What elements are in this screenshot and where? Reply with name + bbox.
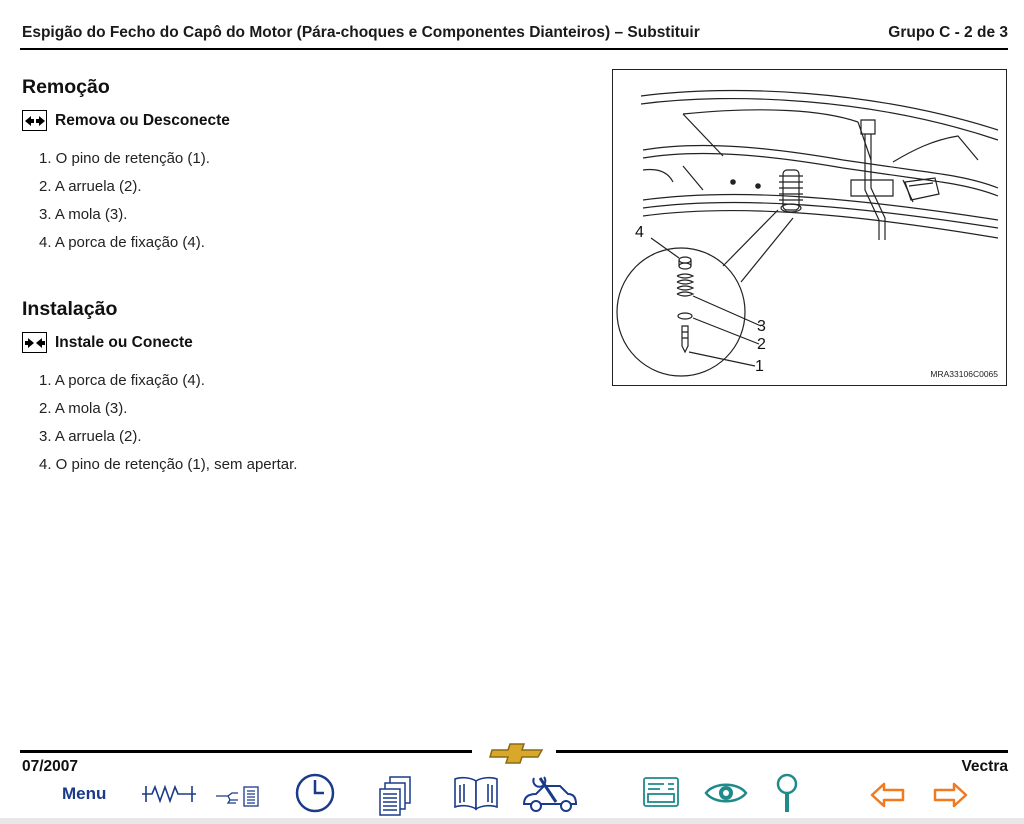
documents-stack-icon[interactable] — [378, 775, 414, 817]
install-arrows-icon — [22, 332, 47, 353]
group-page-indicator: Grupo C - 2 de 3 — [888, 24, 1008, 41]
callout-label: 1 — [755, 358, 764, 375]
callout-label: 2 — [757, 336, 766, 353]
clock-icon[interactable] — [294, 772, 336, 814]
figure-code: MRA33106C0065 — [930, 369, 998, 379]
window-bottom-edge — [0, 818, 1024, 824]
list-item: 1. O pino de retenção (1). — [39, 150, 210, 167]
list-item: 4. O pino de retenção (1), sem apertar. — [39, 456, 298, 473]
magnifier-icon[interactable] — [774, 772, 800, 816]
removal-action-row — [22, 110, 230, 131]
callout-label: 4 — [635, 224, 644, 241]
arrow-left-icon[interactable] — [870, 782, 906, 808]
list-item: 3. A mola (3). — [39, 206, 128, 223]
removal-heading: Remoção — [22, 76, 110, 98]
installation-steps — [39, 367, 297, 479]
callout-label: 3 — [757, 318, 766, 335]
scan-tool-icon[interactable] — [642, 774, 680, 810]
list-item: 4. A porca de fixação (4). — [39, 234, 205, 251]
list-item: 3. A arruela (2). — [39, 428, 142, 445]
remove-arrows-icon — [22, 110, 47, 131]
arrow-right-icon[interactable] — [932, 782, 968, 808]
removal-steps — [39, 145, 210, 257]
installation-action-row — [22, 332, 193, 353]
open-book-icon[interactable] — [452, 775, 500, 811]
wiring-diagram-icon[interactable] — [140, 782, 198, 806]
menu-button[interactable]: Menu — [62, 784, 107, 803]
list-item: 2. A arruela (2). — [39, 178, 142, 195]
chevrolet-bowtie-logo — [488, 740, 546, 766]
installation-action-label: Instale ou Conecte — [55, 333, 193, 351]
footer-divider-right — [556, 750, 1008, 753]
car-wrench-icon[interactable] — [520, 774, 578, 814]
page-title: Espigão do Fecho do Capô do Motor (Pára-choques e Componentes Dianteiros) – Substituir — [22, 24, 700, 41]
footer-divider-left — [20, 750, 472, 753]
hood-latch-drawing — [613, 70, 1008, 387]
removal-action-label: Remova ou Desconecte — [55, 111, 230, 129]
list-item: 2. A mola (3). — [39, 400, 128, 417]
footer-date: 07/2007 — [22, 758, 79, 775]
header-divider — [20, 48, 1008, 50]
installation-heading: Instalação — [22, 298, 118, 320]
hood-latch-figure — [612, 69, 1007, 386]
pointing-hand-document-icon[interactable] — [214, 784, 262, 808]
eye-icon[interactable] — [704, 780, 748, 806]
list-item: 1. A porca de fixação (4). — [39, 372, 205, 389]
footer-model: Vectra — [961, 758, 1008, 775]
